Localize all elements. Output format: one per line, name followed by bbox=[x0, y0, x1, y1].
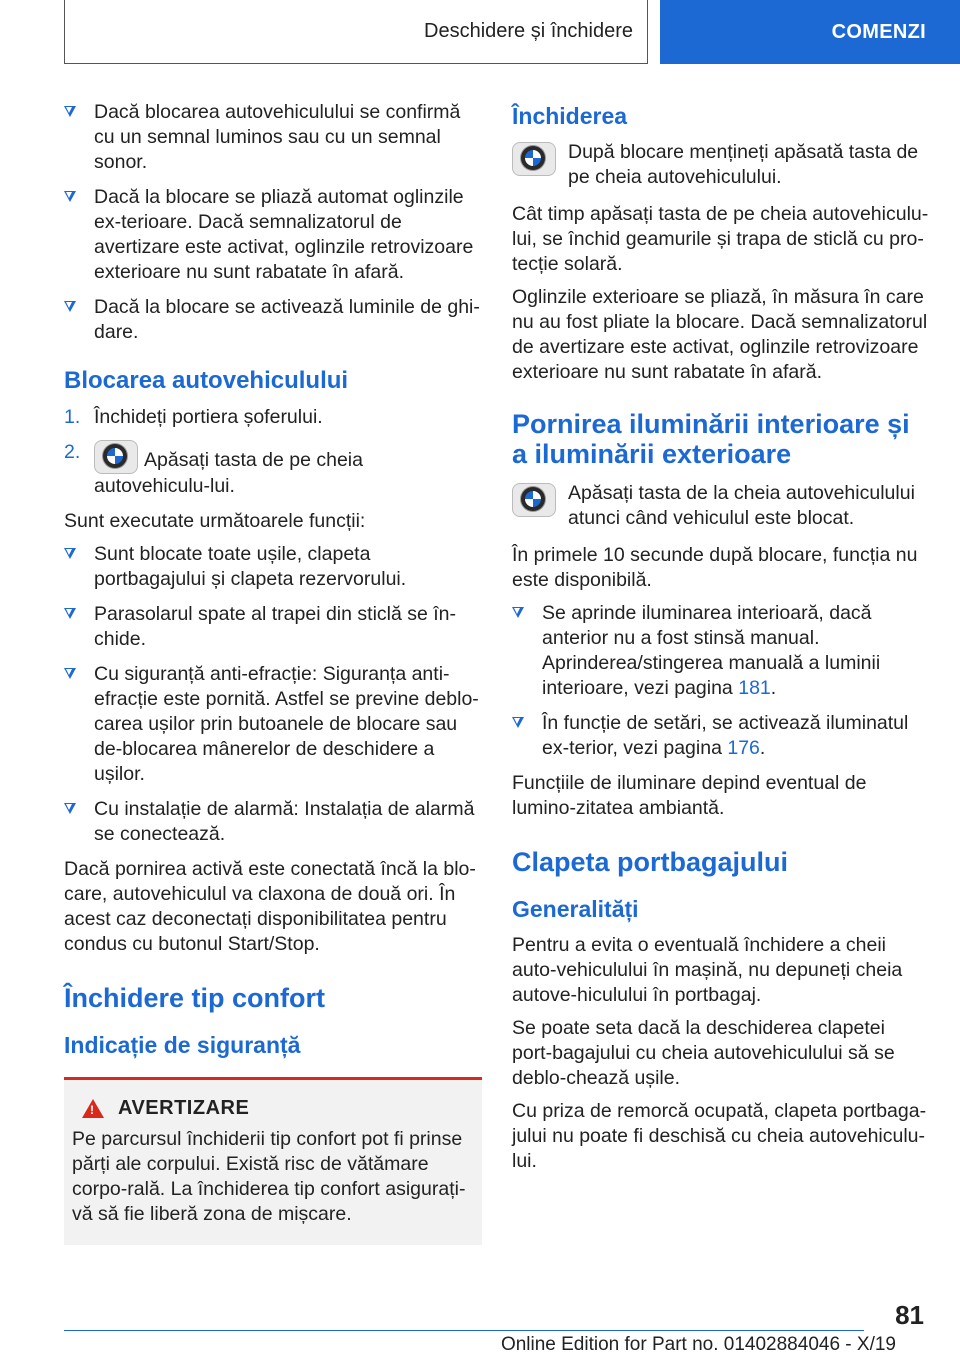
lights-key-instruction: Apăsați tasta de la cheia autovehiculului atunci când vehiculul este blocat. bbox=[512, 481, 930, 531]
triangle-bullet-icon bbox=[64, 668, 76, 679]
triangle-bullet-icon bbox=[512, 607, 524, 618]
step-number: 1. bbox=[64, 406, 81, 428]
close-paragraph-2: Oglinzile exterioare se pliază, în măsura în care nu au fost pliate la blocare. Dacă semnalizatorul de avertizare este activat, oglinzile retrovizoare exterioare nu sunt rabatate în afară. bbox=[512, 286, 928, 383]
page-link-181[interactable]: 181 bbox=[738, 677, 771, 699]
step-item: 2. Apăsați tasta de pe cheia autovehiculu-lui. bbox=[64, 441, 363, 497]
list-item: Dacă blocarea autovehiculului se confirmă cu un semnal luminos sau cu un semnal sonor. bbox=[64, 100, 482, 175]
close-key-instruction: După blocare mențineți apăsată tasta de pe cheia autovehiculului. bbox=[512, 140, 930, 190]
right-column bbox=[512, 100, 930, 1182]
close-paragraph-1: Cât timp apăsați tasta de pe cheia autovehiculu-lui, se închid geamurile și trapa de sticlă cu pro-tecție solară. bbox=[512, 203, 929, 275]
trunk-paragraph-1: Pentru a evita o eventuală închidere a cheii auto-vehiculului în mașină, nu depuneți cheia autove-hiculului în portbagaj. bbox=[512, 934, 903, 1006]
list-item: Cu instalație de alarmă: Instalația de alarmă se conectează. bbox=[64, 797, 482, 847]
warning-triangle-icon bbox=[82, 1099, 104, 1118]
lights-list bbox=[512, 601, 930, 761]
functions-list bbox=[64, 542, 482, 847]
triangle-bullet-icon bbox=[64, 803, 76, 814]
trunk-paragraph-3: Cu priza de remorcă ocupată, clapeta portbaga-jului nu poate fi deschisă cu cheia autovehiculu-lui. bbox=[512, 1100, 927, 1172]
warning-text: Pe parcursul închiderii tip confort pot fi prinse părți ale corpului. Există risc de vătămare corpo-rală. La închiderea tip confort asigurați-vă să fie liberă zona de mișcare. bbox=[72, 1128, 466, 1225]
heading-lock-vehicle: Blocarea autovehiculului bbox=[64, 367, 349, 394]
list-item: Se aprinde iluminarea interioară, dacă anterior nu a fost stinsă manual. Aprinderea/stingerea manuală a luminii interioare, vezi pagina 181. bbox=[512, 601, 930, 701]
key-button-icon bbox=[512, 142, 556, 176]
list-item: Cu siguranță anti-efracție: Siguranța anti-efracție este pornită. Astfel se previne deblo-carea ușilor prin butoanele de blocare sau de-blocarea mânerelor de deschidere a ușilor. bbox=[64, 662, 482, 787]
running-header-chapter-tab[interactable] bbox=[660, 0, 960, 64]
page-link-176[interactable]: 176 bbox=[727, 737, 760, 759]
key-button-icon bbox=[94, 440, 138, 474]
lights-paragraph: În primele 10 secunde după blocare, funcția nu este disponibilă. bbox=[512, 544, 918, 591]
heading-trunk-lid: Clapeta portbagajului bbox=[512, 847, 789, 877]
triangle-bullet-icon bbox=[64, 191, 76, 202]
key-button-icon bbox=[512, 483, 556, 517]
heading-safety-note: Indicație de siguranță bbox=[64, 1032, 301, 1058]
step-number: 2. bbox=[64, 441, 81, 463]
warning-title: AVERTIZARE bbox=[118, 1097, 250, 1119]
list-item: În funcție de setări, se activează iluminatul ex-terior, vezi pagina 176. bbox=[512, 711, 930, 761]
heading-comfort-closing: Închidere tip confort bbox=[64, 983, 326, 1013]
warning-title-row bbox=[82, 1096, 472, 1121]
running-header-section bbox=[64, 0, 648, 64]
list-item: Dacă la blocare se activează luminile de ghi-dare. bbox=[64, 295, 482, 345]
page-number: 81 bbox=[895, 1300, 924, 1330]
footer-edition: Online Edition for Part no. 01402884046 - X/19 bbox=[500, 1334, 896, 1355]
section-title: Deschidere și închidere bbox=[424, 20, 633, 42]
triangle-bullet-icon bbox=[512, 717, 524, 728]
heading-lights: Pornirea iluminării interioare și a iluminării exterioare bbox=[512, 409, 910, 469]
list-item: Sunt blocate toate ușile, clapeta portbagajului și clapeta rezervorului. bbox=[64, 542, 482, 592]
triangle-bullet-icon bbox=[64, 548, 76, 559]
left-column bbox=[64, 100, 482, 1245]
trunk-paragraph-2: Se poate seta dacă la deschiderea clapetei port-bagajului cu cheia autovehiculului să se deblo-chează ușile. bbox=[512, 1017, 895, 1089]
footer-divider bbox=[64, 1330, 864, 1331]
horn-paragraph: Dacă pornirea activă este conectată încă la blo-care, autovehiculul va claxona de două ori. În acest caz deconectați disponibilitatea pentru condus cu butonul Start/Stop. bbox=[64, 858, 476, 955]
step-item: 1. Închideți portiera șoferului. bbox=[64, 406, 323, 428]
lock-confirmation-list bbox=[64, 100, 482, 345]
lock-steps bbox=[64, 405, 482, 499]
heading-closing: Închiderea bbox=[512, 103, 628, 129]
triangle-bullet-icon bbox=[64, 301, 76, 312]
list-item: Dacă la blocare se pliază automat oglinzile ex-terioare. Dacă semnalizatorul de avertizare este activat, oglinzile retrovizoare exterioare nu sunt rabatate în afară. bbox=[64, 185, 482, 285]
list-item: Parasolarul spate al trapei din sticlă se în-chide. bbox=[64, 602, 482, 652]
warning-box bbox=[64, 1077, 482, 1245]
functions-intro: Sunt executate următoarele funcții: bbox=[64, 510, 366, 532]
heading-general: Generalități bbox=[512, 896, 639, 922]
triangle-bullet-icon bbox=[64, 106, 76, 117]
lights-paragraph-2: Funcțiile de iluminare depind eventual de lumino-zitatea ambiantă. bbox=[512, 772, 867, 819]
triangle-bullet-icon bbox=[64, 608, 76, 619]
chapter-title: COMENZI bbox=[831, 20, 926, 43]
